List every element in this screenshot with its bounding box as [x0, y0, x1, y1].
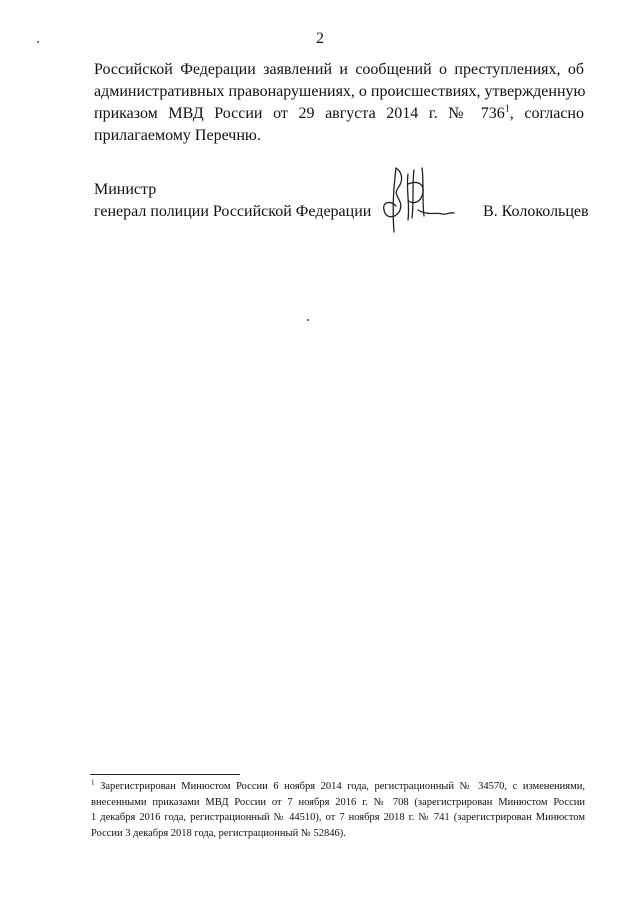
signatory-position: Министр: [94, 181, 157, 198]
signatory-name: В. Колокольцев: [483, 203, 589, 220]
signatory-rank: генерал полиции Российской Федерации: [94, 203, 372, 220]
footnote-line-3: 1 декабря 2016 года, регистрационный № 44510), от 7 ноября 2018 г. № 741 (зарегистрирован Минюстом: [91, 812, 585, 823]
footnote-line-1-text: Зарегистрирован Минюстом России 6 ноября 2014 года, регистрационный № 34570, с изменениями,: [100, 781, 585, 792]
body-line-3-text: приказом МВД России от 29 августа 2014 г. № 736: [94, 105, 505, 122]
body-line-1: Российской Федерации заявлений и сообщений о преступлениях, об: [94, 61, 584, 78]
body-line-3-suffix: , согласно: [509, 105, 584, 122]
page-number: 2: [316, 30, 324, 47]
body-line-2: административных правонарушениях, о происшествиях, утвержденную: [94, 83, 586, 100]
signatory-title: [94, 179, 371, 223]
footnote: [91, 779, 585, 841]
footnote-divider: [90, 774, 240, 775]
body-line-4: прилагаемому Перечню.: [94, 127, 261, 144]
scan-speck: [307, 319, 309, 321]
footnote-marker: 1: [91, 778, 95, 787]
footnote-line-2: внесенными приказами МВД России от 7 ноября 2016 г. № 708 (зарегистрирован Минюстом России: [91, 796, 585, 808]
footnote-reference: 1: [504, 103, 510, 115]
footnote-line-1: [91, 779, 585, 795]
footnote-line-4: России 3 декабря 2018 года, регистрационный № 52846).: [91, 827, 346, 839]
body-paragraph: [94, 59, 584, 147]
scan-speck: [37, 41, 39, 43]
handwritten-signature: [378, 160, 458, 240]
body-line-3: [94, 103, 584, 125]
